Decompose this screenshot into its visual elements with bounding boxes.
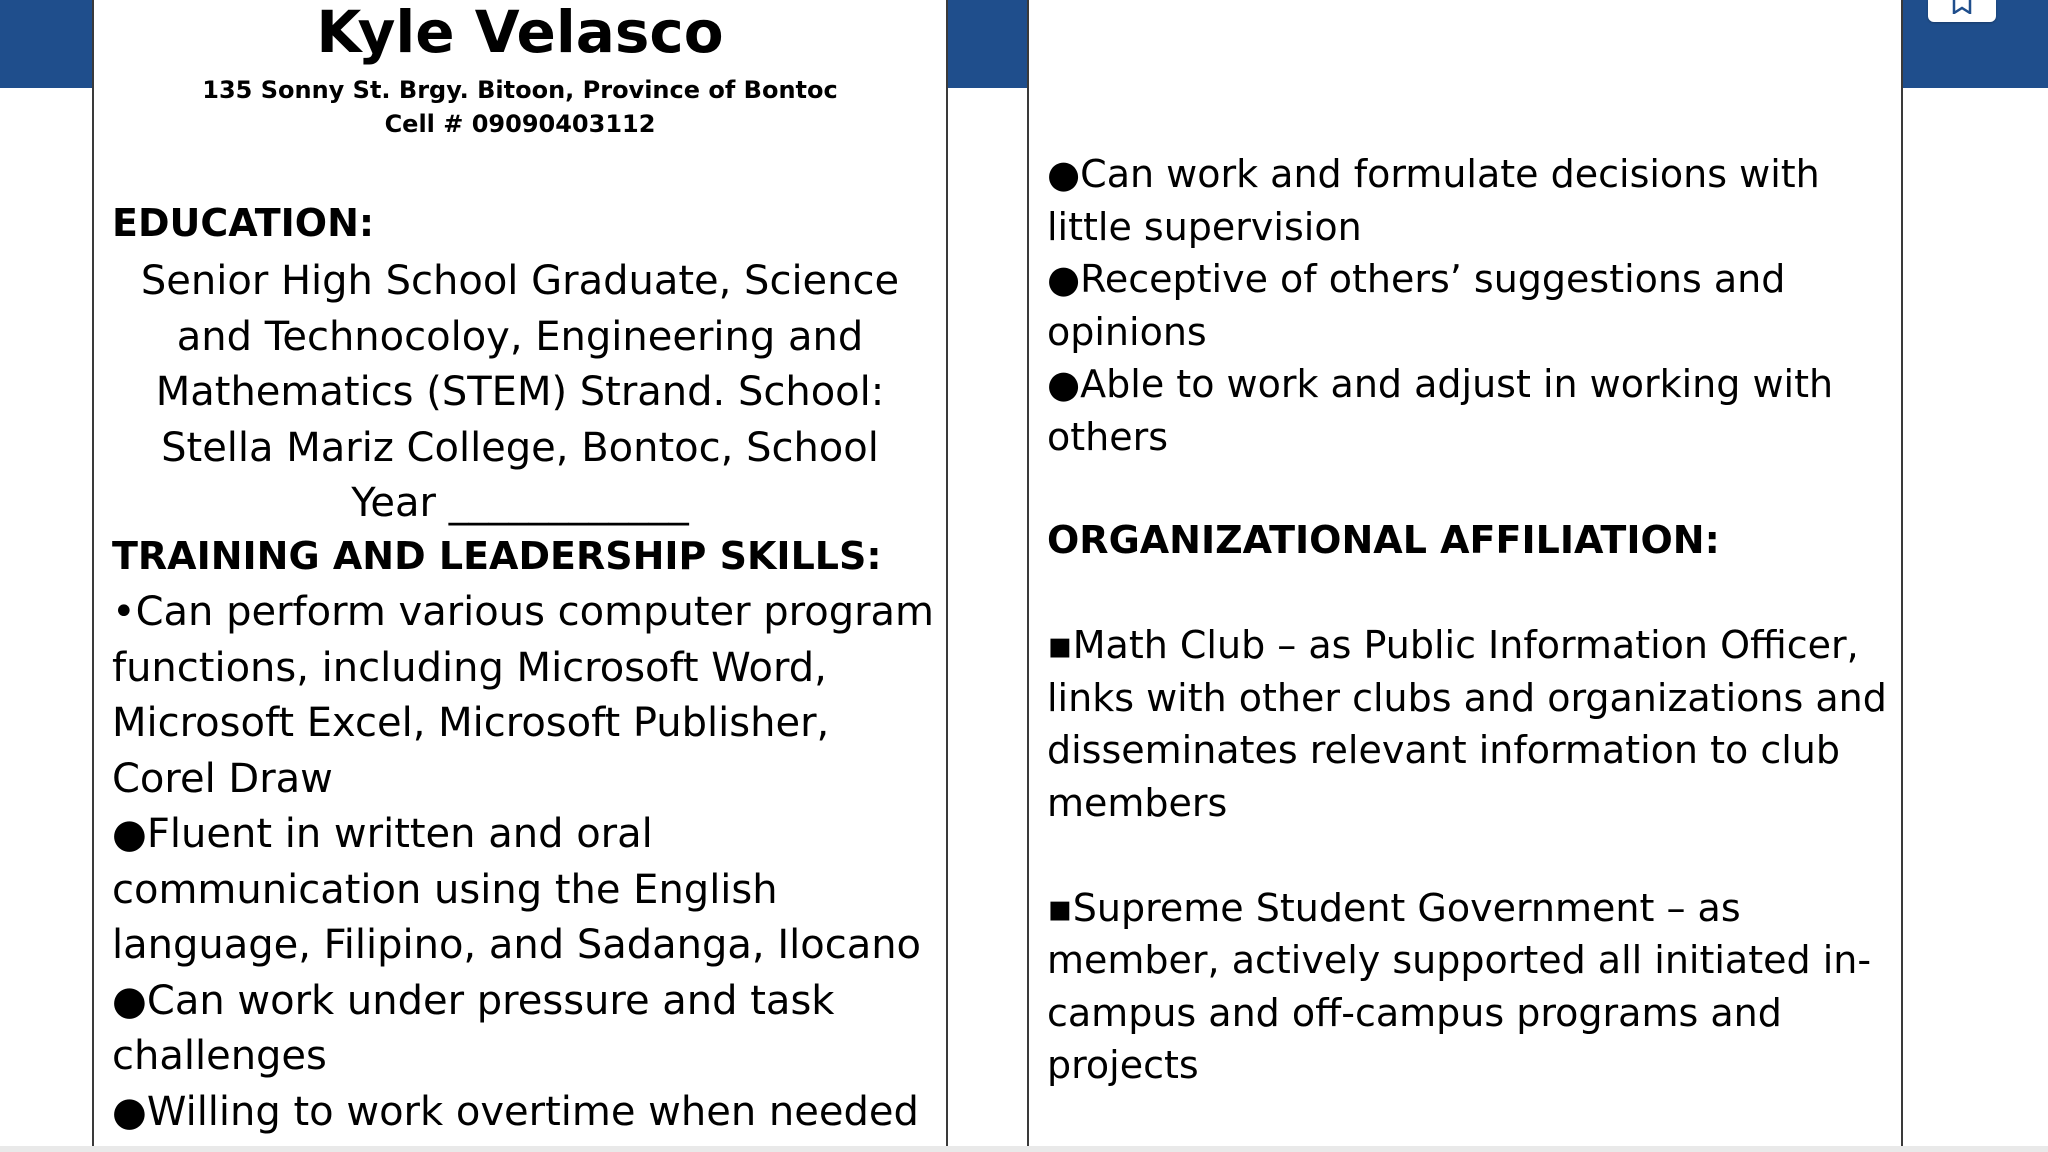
training-heading: TRAINING AND LEADERSHIP SKILLS: [112,534,882,578]
training-skill-list [112,585,942,1140]
bottom-scroll-strip [0,1146,2048,1152]
list-item: •Can perform various computer program functions, including Microsoft Word, Microsoft Excel, Microsoft Publisher, Corel Draw [112,589,935,802]
list-item: ●Willing to work overtime when needed [112,1088,919,1135]
list-item: ▪Math Club – as Public Information Officer, links with other clubs and organizations and disseminates relevant information to club members [1047,623,1887,825]
resume-page-left[interactable] [92,0,948,1148]
traits-list [1047,148,1887,463]
list-item: ●Receptive of others’ suggestions and opinions [1047,257,1786,354]
header-band-middle [946,0,1028,88]
list-item: ▪Supreme Student Government – as member, actively supported all initiated in-campus and off-campus programs and projects [1047,885,1872,1087]
education-heading: EDUCATION: [112,201,375,245]
resume-name: Kyle Velasco [316,0,724,66]
list-item: ●Fluent in written and oral communication using the English language, Filipino, and Sadanga, Ilocano [112,811,922,968]
bookmark-icon [1952,0,1972,14]
bookmark-button[interactable] [1928,0,1996,22]
list-item: ●Can work and formulate decisions with little supervision [1047,152,1820,249]
organizations-heading: ORGANIZATIONAL AFFILIATION: [1047,518,1720,562]
education-body: Senior High School Graduate, Science and Technocoloy, Engineering and Mathematics (STEM) Strand. School: Stella Mariz College, Bontoc, School Year ____________ [140,258,900,526]
resume-cell-number: Cell # 09090403112 [384,110,656,138]
organizations-list [1047,619,1897,1144]
list-item: ●Able to work and adjust in working with others [1047,362,1834,459]
list-item: ●Can work under pressure and task challenges [112,977,835,1079]
header-band-left [0,0,92,88]
resume-address: 135 Sonny St. Brgy. Bitoon, Province of Bontoc [202,76,838,104]
resume-page-right[interactable] [1027,0,1903,1148]
